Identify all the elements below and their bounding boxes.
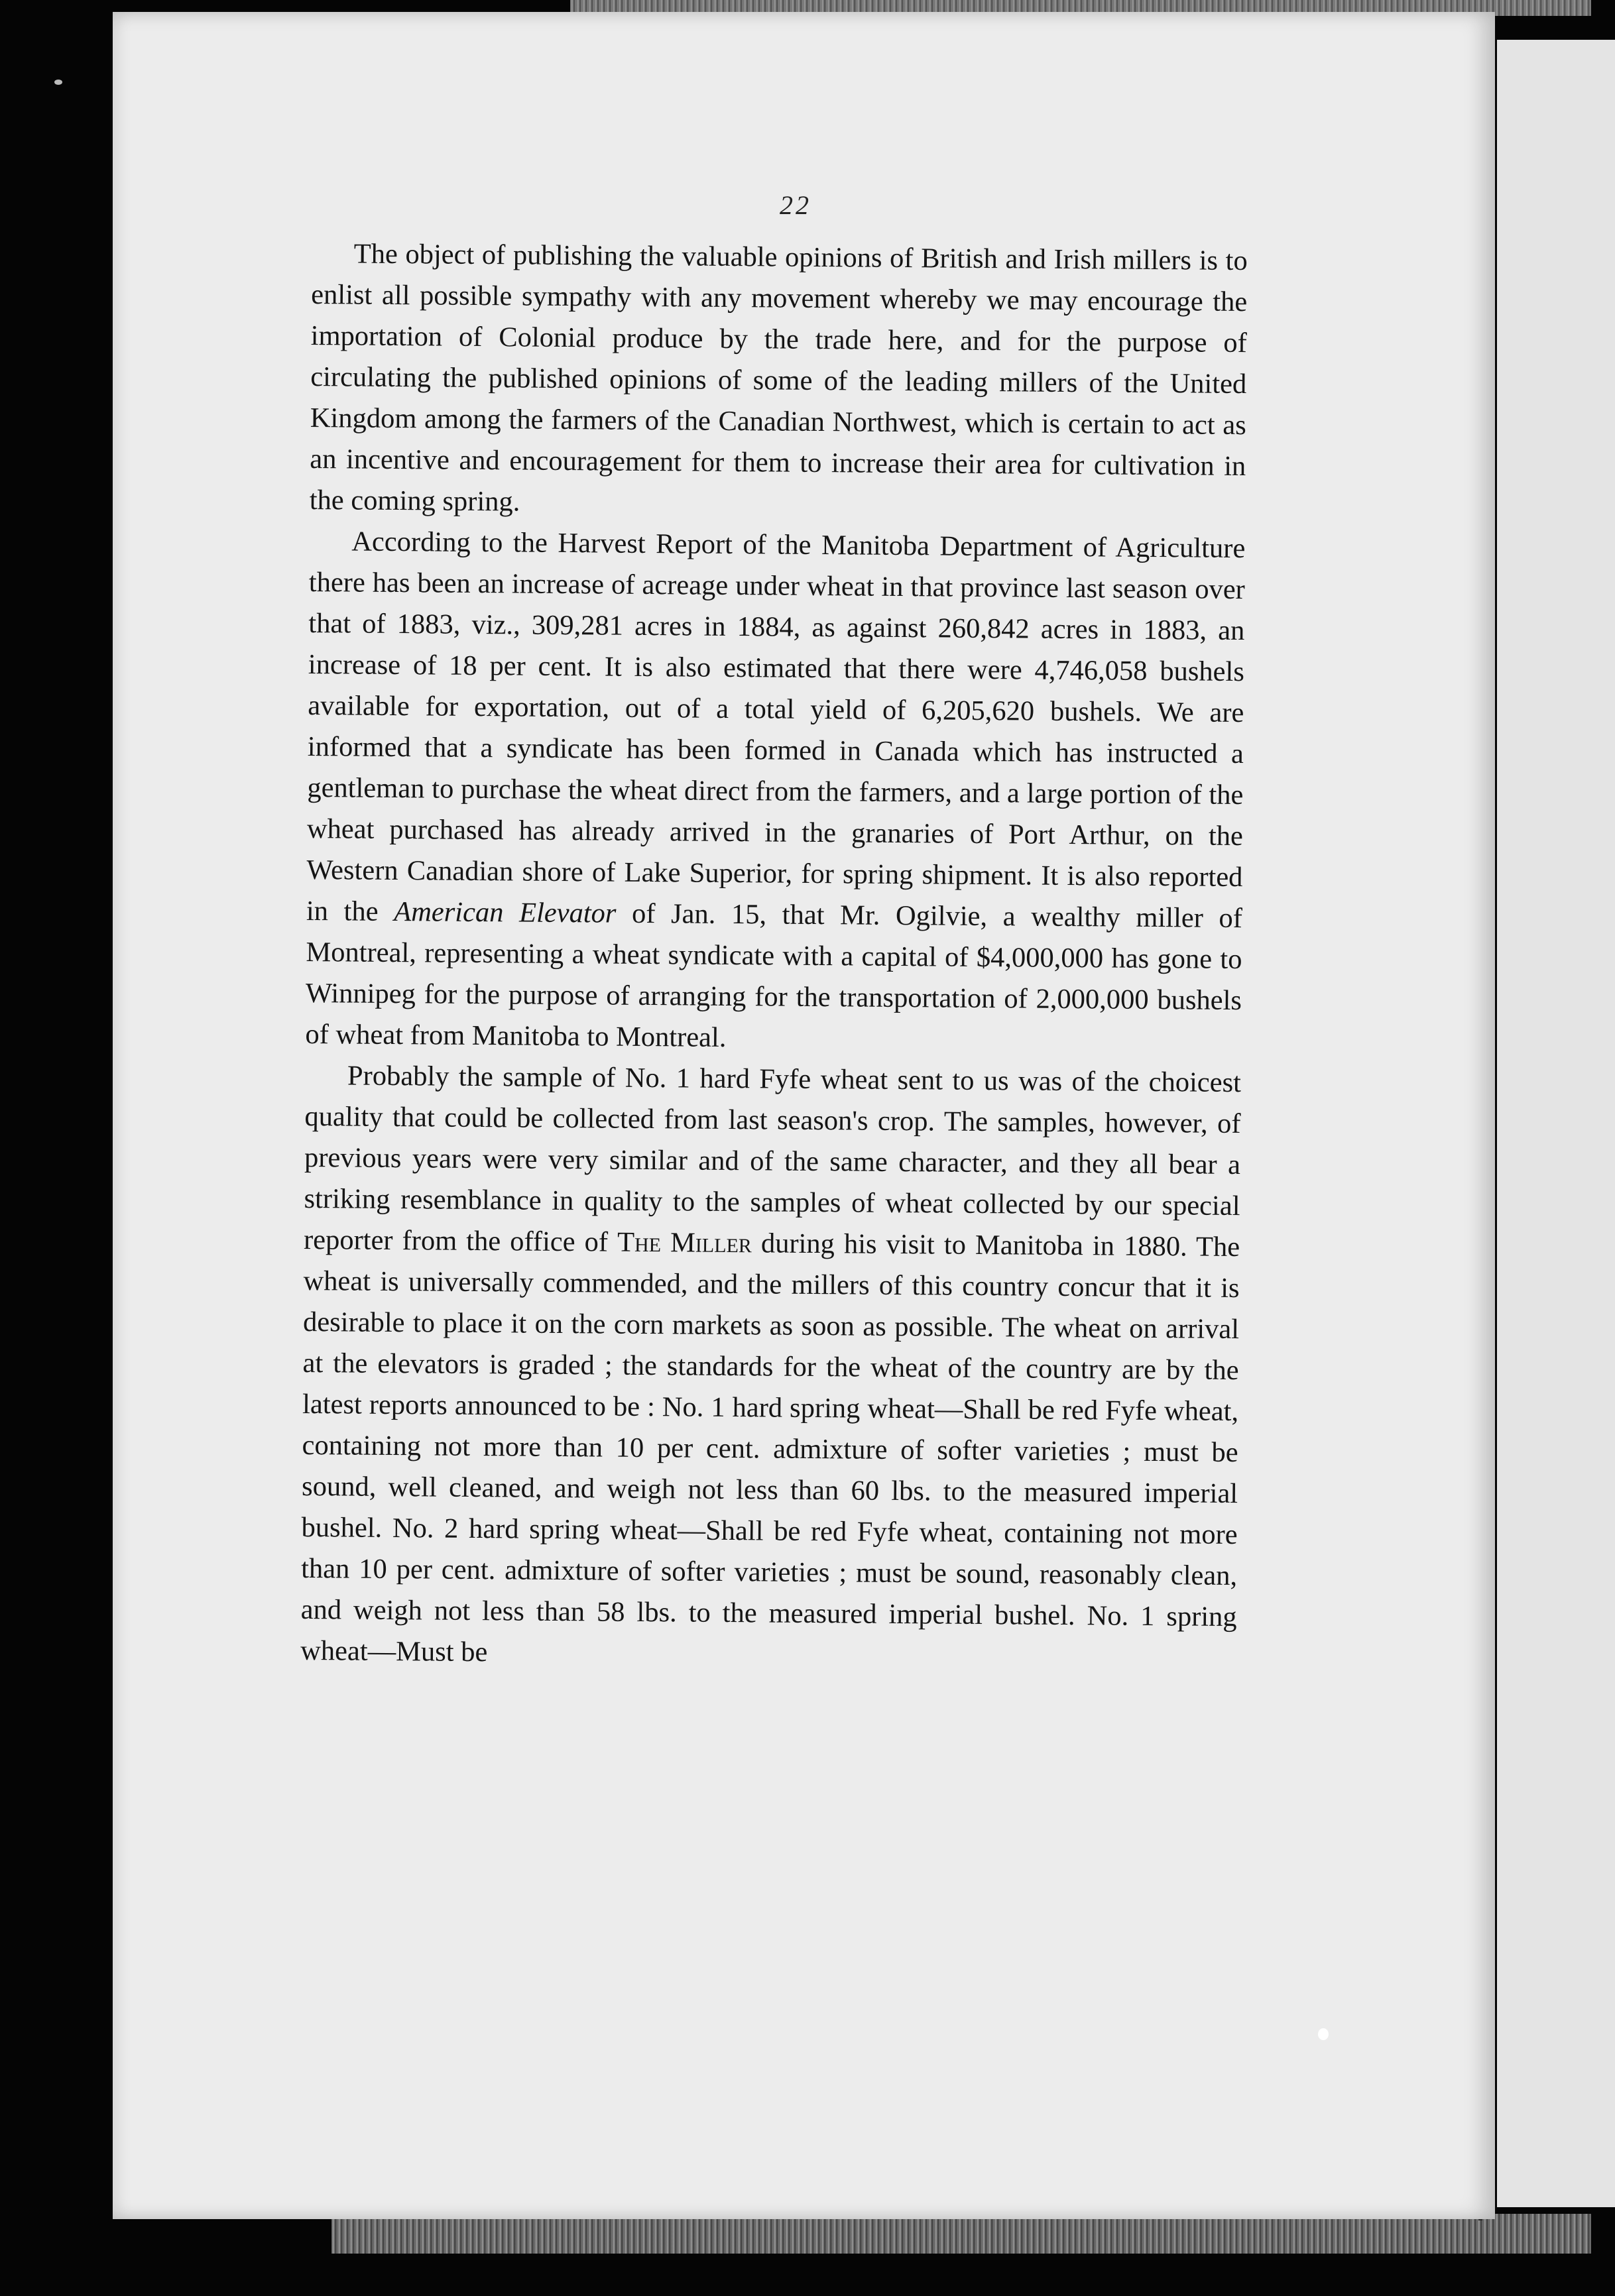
paragraph-2-text-end: of Jan. 15, that Mr. Ogilvie, a wealthy miller of Montreal, representing a wheat syndicate with a capital of $4,000,000 has gone to Winnipeg for the purpose of arranging for the transportation of 2,000,000 bushels of wheat from Manitoba to Montreal. bbox=[305, 897, 1243, 1053]
dust-speck bbox=[1318, 2028, 1329, 2040]
microfilm-bottom-border bbox=[331, 2214, 1591, 2254]
paragraph-3-text-start: Probably the sample of No. 1 hard Fyfe wheat sent to us was of the choicest quality that could be collected from last season's crop. The samples, however, of previous years were very similar and of the same character, and they all bear a striking resemblance in quality to the samples of wheat collected by our special reporter from the office of bbox=[303, 1060, 1242, 1258]
paragraph-2-text-start: According to the Harvest Report of the Manitoba Department of Agriculture there has been an increase of acreage under wheat in that province last season over that of 1883, viz., 309,281 acres in 1884, as against 260,842 acres in 1883, an increase of 18 per cent. It is also estimated that there were 4,746,058 bushels available for exportation, out of a total yield of 6,205,620 bushels. We are informed that a syndicate has been formed in Canada which has instructed a gentleman to purchase the wheat direct from the farmers, and a large portion of the wheat purchased has already arrived in the granaries of Port Arthur, on the Western Canadian shore of Lake Superior, for spring shipment. It is also reported in the bbox=[306, 526, 1246, 927]
publication-title-italic: American Elevator bbox=[394, 896, 617, 929]
body-text bbox=[300, 233, 1248, 1679]
paragraph-1 bbox=[310, 233, 1248, 528]
paragraph-1-text: The object of publishing the valuable opinions of British and Irish millers is to enlist all possible sympathy with any movement whereby we may encourage the importation of Colonial produce by the trade here, and for the purpose of circulating the published opinions of some of the leading millers of the United Kingdom among the farmers of the Canadian Northwest, which is certain to act as an incentive and encouragement for them to increase their area for cultivation in the coming spring. bbox=[309, 238, 1248, 518]
publication-name-smallcaps: The Miller bbox=[617, 1226, 752, 1259]
adjacent-page-edge bbox=[1497, 40, 1615, 2207]
page-number: 22 bbox=[780, 190, 811, 220]
paragraph-3-text-end: during his visit to Manitoba in 1880. The wheat is universally commended, and the millers of this country concur that it is desirable to place it on the corn markets as soon as possible. The wheat on arrival at the elevators is graded ; the standards for the wheat of the country are by the latest reports announced to be : No. 1 hard spring wheat—Shall be red Fyfe wheat, containing not more than 10 per cent. admixture of softer varieties ; must be sound, well cleaned, and weigh not less than 60 lbs. to the measured imperial bushel. No. 2 hard spring wheat—Shall be red Fyfe wheat, containing not more than 10 per cent. admixture of softer varieties ; must be sound, reasonably clean, and weigh not less than 58 lbs. to the measured imperial bushel. No. 1 spring wheat—Must be bbox=[300, 1228, 1240, 1668]
paragraph-3 bbox=[300, 1055, 1241, 1679]
paragraph-2 bbox=[305, 521, 1245, 1062]
dust-speck bbox=[54, 80, 62, 85]
